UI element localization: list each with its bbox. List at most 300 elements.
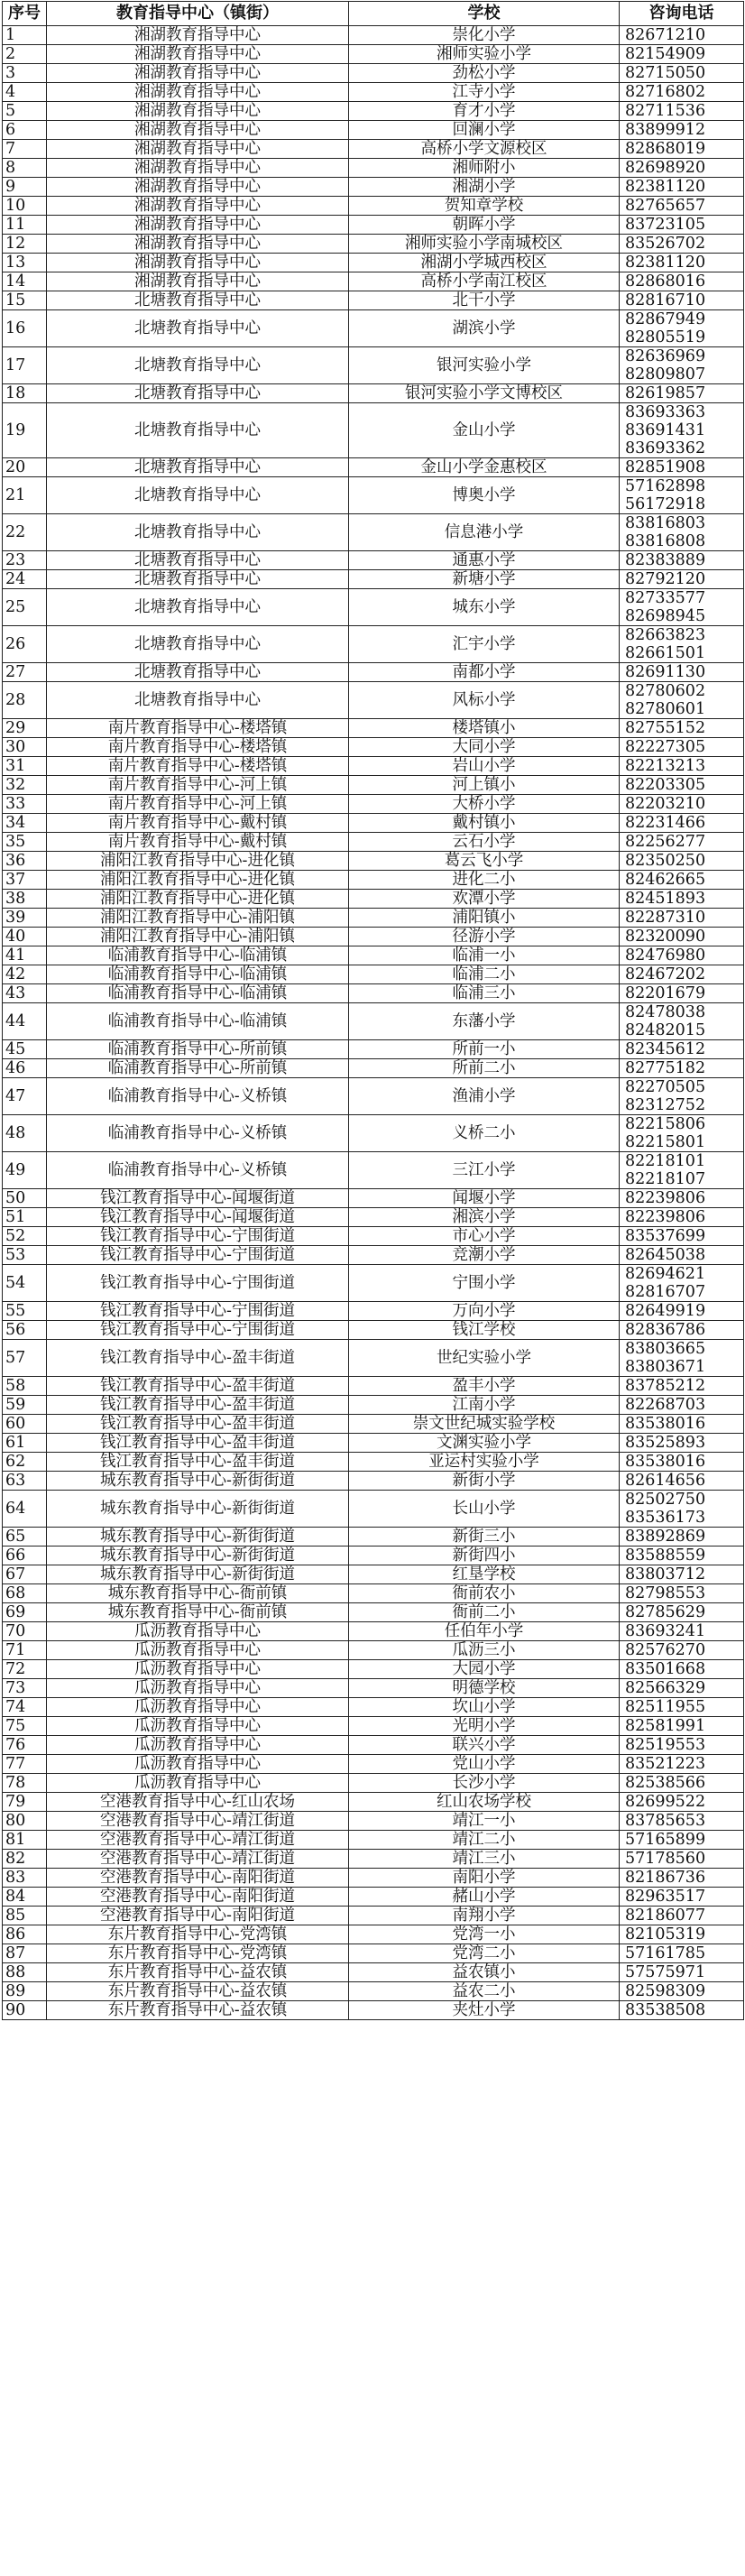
table-row [3, 1472, 744, 1491]
guidance-center: 城东教育指导中心-衙前镇 [47, 1603, 349, 1622]
school-name: 闻堰小学 [349, 1189, 620, 1208]
phone-number: 82511955 [625, 1698, 706, 1716]
header-no: 序号 [3, 2, 47, 26]
phone-number: 83803671 [625, 1358, 706, 1376]
school-name: 信息港小学 [349, 514, 620, 551]
phone-cell [620, 1340, 744, 1377]
phone-cell [620, 216, 744, 235]
phone-number: 82186736 [625, 1869, 706, 1887]
table-row [3, 1793, 744, 1812]
school-name: 党山小学 [349, 1755, 620, 1774]
guidance-center: 空港教育指导中心-南阳街道 [47, 1888, 349, 1907]
row-number: 60 [3, 1415, 47, 1434]
school-name: 党湾二小 [349, 1944, 620, 1963]
row-number: 30 [3, 738, 47, 757]
phone-number: 83693362 [625, 439, 706, 457]
phone-cell [620, 1040, 744, 1059]
row-number: 7 [3, 140, 47, 159]
table-row [3, 776, 744, 795]
table-row [3, 1453, 744, 1472]
table-row [3, 1565, 744, 1584]
phone-cell [620, 291, 744, 310]
guidance-center: 湘湖教育指导中心 [47, 197, 349, 216]
phone-number: 82451893 [625, 890, 706, 908]
table-row [3, 928, 744, 946]
row-number: 80 [3, 1812, 47, 1831]
phone-cell [620, 254, 744, 272]
row-number: 49 [3, 1152, 47, 1189]
phone-number: 82698945 [625, 607, 706, 625]
school-name: 益农镇小 [349, 1963, 620, 1982]
table-row [3, 1059, 744, 1078]
phone-cell [620, 1831, 744, 1850]
phone-cell [620, 1963, 744, 1982]
phone-number: 82482015 [625, 1021, 706, 1039]
school-name: 贺知章学校 [349, 197, 620, 216]
row-number: 15 [3, 291, 47, 310]
table-row [3, 1152, 744, 1189]
table-row [3, 1774, 744, 1793]
guidance-center: 临浦教育指导中心-临浦镇 [47, 1003, 349, 1040]
school-name: 所前一小 [349, 1040, 620, 1059]
guidance-center: 临浦教育指导中心-义桥镇 [47, 1078, 349, 1115]
guidance-center: 瓜沥教育指导中心 [47, 1774, 349, 1793]
guidance-center: 北塘教育指导中心 [47, 589, 349, 626]
phone-cell [620, 1528, 744, 1547]
phone-number: 82663823 [625, 626, 706, 644]
phone-number: 82105319 [625, 1925, 706, 1944]
phone-cell [620, 235, 744, 254]
guidance-center: 浦阳江教育指导中心-浦阳镇 [47, 928, 349, 946]
guidance-center: 空港教育指导中心-南阳街道 [47, 1907, 349, 1925]
phone-cell [620, 272, 744, 291]
table-row [3, 946, 744, 965]
school-name: 盈丰小学 [349, 1377, 620, 1396]
row-number: 24 [3, 570, 47, 589]
row-number: 77 [3, 1755, 47, 1774]
phone-number: 82467202 [625, 965, 706, 983]
row-number: 37 [3, 871, 47, 890]
phone-number: 82215806 [625, 1115, 706, 1133]
school-name: 湖滨小学 [349, 310, 620, 347]
guidance-center: 湘湖教育指导中心 [47, 64, 349, 83]
school-name: 红山农场学校 [349, 1793, 620, 1812]
school-name: 湘滨小学 [349, 1208, 620, 1227]
phone-number: 82239806 [625, 1189, 706, 1207]
phone-number: 82215801 [625, 1133, 706, 1151]
school-name: 江寺小学 [349, 83, 620, 102]
row-number: 61 [3, 1434, 47, 1453]
phone-number: 82716802 [625, 83, 706, 101]
phone-cell [620, 140, 744, 159]
row-number: 8 [3, 159, 47, 178]
school-name: 衙前农小 [349, 1584, 620, 1603]
guidance-center: 南片教育指导中心-河上镇 [47, 776, 349, 795]
phone-cell [620, 738, 744, 757]
phone-cell [620, 682, 744, 719]
table-row [3, 254, 744, 272]
row-number: 21 [3, 477, 47, 514]
guidance-center: 空港教育指导中心-红山农场 [47, 1793, 349, 1812]
table-row [3, 1622, 744, 1641]
row-number: 17 [3, 347, 47, 384]
phone-cell [620, 852, 744, 871]
school-name: 崇化小学 [349, 26, 620, 45]
phone-cell [620, 1925, 744, 1944]
phone-number: 83816803 [625, 514, 706, 532]
row-number: 41 [3, 946, 47, 965]
table-row [3, 1888, 744, 1907]
table-row [3, 1415, 744, 1434]
phone-number: 83693241 [625, 1622, 706, 1640]
phone-number: 82636969 [625, 347, 706, 365]
phone-number: 83723105 [625, 216, 706, 234]
school-name: 葛云飞小学 [349, 852, 620, 871]
phone-cell [620, 1755, 744, 1774]
guidance-center: 北塘教育指导中心 [47, 384, 349, 403]
guidance-center: 城东教育指导中心-新街街道 [47, 1528, 349, 1547]
school-name: 欢潭小学 [349, 890, 620, 909]
phone-number: 82203305 [625, 776, 706, 794]
table-row [3, 347, 744, 384]
row-number: 46 [3, 1059, 47, 1078]
phone-number: 82268703 [625, 1396, 706, 1414]
row-number: 34 [3, 814, 47, 833]
guidance-center: 临浦教育指导中心-所前镇 [47, 1040, 349, 1059]
phone-cell [620, 1227, 744, 1246]
row-number: 29 [3, 719, 47, 738]
guidance-center: 城东教育指导中心-衙前镇 [47, 1584, 349, 1603]
table-row [3, 1963, 744, 1982]
guidance-center: 南片教育指导中心-戴村镇 [47, 833, 349, 852]
row-number: 1 [3, 26, 47, 45]
guidance-center: 钱江教育指导中心-宁围街道 [47, 1265, 349, 1302]
table-row [3, 1227, 744, 1246]
phone-cell [620, 403, 744, 458]
school-name: 回澜小学 [349, 121, 620, 140]
table-row [3, 1078, 744, 1115]
phone-cell [620, 159, 744, 178]
phone-number: 83536173 [625, 1509, 706, 1527]
phone-cell [620, 719, 744, 738]
school-name: 南阳小学 [349, 1869, 620, 1888]
row-number: 56 [3, 1321, 47, 1340]
table-row [3, 140, 744, 159]
phone-number: 82816710 [625, 291, 706, 309]
school-name: 城东小学 [349, 589, 620, 626]
table-row [3, 1189, 744, 1208]
guidance-center: 湘湖教育指导中心 [47, 272, 349, 291]
phone-number: 82798553 [625, 1584, 706, 1602]
guidance-center: 钱江教育指导中心-盈丰街道 [47, 1434, 349, 1453]
row-number: 25 [3, 589, 47, 626]
row-number: 27 [3, 663, 47, 682]
phone-number: 82213213 [625, 757, 706, 775]
school-name: 瓜沥三小 [349, 1641, 620, 1660]
phone-number: 82256277 [625, 833, 706, 851]
row-number: 90 [3, 2001, 47, 2020]
guidance-center: 浦阳江教育指导中心-进化镇 [47, 890, 349, 909]
phone-cell [620, 1115, 744, 1152]
phone-number: 82476980 [625, 946, 706, 965]
table-row [3, 1547, 744, 1565]
phone-cell [620, 1302, 744, 1321]
guidance-center: 湘湖教育指导中心 [47, 83, 349, 102]
phone-cell [620, 1547, 744, 1565]
guidance-center: 东片教育指导中心-益农镇 [47, 2001, 349, 2020]
table-row [3, 1115, 744, 1152]
table-row [3, 458, 744, 477]
row-number: 79 [3, 1793, 47, 1812]
school-name: 明德学校 [349, 1679, 620, 1698]
phone-number: 82619857 [625, 384, 706, 402]
table-row [3, 1944, 744, 1963]
table-row [3, 178, 744, 197]
phone-cell [620, 310, 744, 347]
school-name: 汇宇小学 [349, 626, 620, 663]
school-name: 河上镇小 [349, 776, 620, 795]
guidance-center: 空港教育指导中心-靖江街道 [47, 1812, 349, 1831]
table-row [3, 1434, 744, 1453]
guidance-center: 湘湖教育指导中心 [47, 140, 349, 159]
phone-number: 82287310 [625, 909, 706, 927]
phone-cell [620, 795, 744, 814]
school-name: 大园小学 [349, 1660, 620, 1679]
school-name: 育才小学 [349, 102, 620, 121]
guidance-center: 临浦教育指导中心-义桥镇 [47, 1152, 349, 1189]
phone-number: 82836786 [625, 1321, 706, 1339]
school-name: 靖江三小 [349, 1850, 620, 1869]
phone-number: 83785212 [625, 1377, 706, 1395]
school-name: 长山小学 [349, 1491, 620, 1528]
phone-number: 82780602 [625, 682, 706, 700]
row-number: 66 [3, 1547, 47, 1565]
phone-cell [620, 589, 744, 626]
phone-number: 82201679 [625, 984, 706, 1002]
school-name: 临浦二小 [349, 965, 620, 984]
guidance-center: 瓜沥教育指导中心 [47, 1641, 349, 1660]
row-number: 23 [3, 551, 47, 570]
phone-cell [620, 347, 744, 384]
phone-number: 82478038 [625, 1003, 706, 1021]
phone-cell [620, 26, 744, 45]
phone-number: 82383889 [625, 551, 706, 569]
phone-number: 83816808 [625, 532, 706, 550]
phone-cell [620, 1793, 744, 1812]
guidance-center: 钱江教育指导中心-宁围街道 [47, 1227, 349, 1246]
phone-cell [620, 1377, 744, 1396]
school-name: 益农二小 [349, 1982, 620, 2001]
phone-cell [620, 1396, 744, 1415]
phone-cell [620, 1415, 744, 1434]
school-name: 东藩小学 [349, 1003, 620, 1040]
guidance-center: 浦阳江教育指导中心-浦阳镇 [47, 909, 349, 928]
phone-cell [620, 83, 744, 102]
table-row [3, 1340, 744, 1377]
guidance-center: 钱江教育指导中心-盈丰街道 [47, 1396, 349, 1415]
phone-number: 83526702 [625, 235, 706, 253]
table-row [3, 514, 744, 551]
phone-cell [620, 1265, 744, 1302]
school-name: 赭山小学 [349, 1888, 620, 1907]
school-name: 渔浦小学 [349, 1078, 620, 1115]
phone-cell [620, 45, 744, 64]
table-row [3, 1528, 744, 1547]
row-number: 86 [3, 1925, 47, 1944]
row-number: 84 [3, 1888, 47, 1907]
table-row [3, 1698, 744, 1717]
phone-number: 82698920 [625, 159, 706, 177]
phone-cell [620, 197, 744, 216]
row-number: 50 [3, 1189, 47, 1208]
guidance-center: 钱江教育指导中心-盈丰街道 [47, 1340, 349, 1377]
row-number: 74 [3, 1698, 47, 1717]
phone-number: 82645038 [625, 1246, 706, 1264]
school-name: 浦阳镇小 [349, 909, 620, 928]
phone-cell [620, 1208, 744, 1227]
school-name: 银河实验小学 [349, 347, 620, 384]
phone-number: 82538566 [625, 1774, 706, 1792]
guidance-center: 北塘教育指导中心 [47, 514, 349, 551]
school-name: 红垦学校 [349, 1565, 620, 1584]
phone-number: 82270505 [625, 1078, 706, 1096]
phone-cell [620, 757, 744, 776]
phone-cell [620, 1907, 744, 1925]
phone-cell [620, 102, 744, 121]
phone-number: 82502750 [625, 1491, 706, 1509]
phone-number: 83803712 [625, 1565, 706, 1583]
guidance-center: 北塘教育指导中心 [47, 477, 349, 514]
table-row [3, 26, 744, 45]
guidance-center: 北塘教育指导中心 [47, 347, 349, 384]
guidance-center: 瓜沥教育指导中心 [47, 1736, 349, 1755]
phone-number: 82186077 [625, 1907, 706, 1925]
row-number: 47 [3, 1078, 47, 1115]
guidance-center: 瓜沥教育指导中心 [47, 1755, 349, 1774]
row-number: 40 [3, 928, 47, 946]
school-name: 湘师附小 [349, 159, 620, 178]
row-number: 68 [3, 1584, 47, 1603]
phone-number: 82154909 [625, 45, 706, 63]
phone-number: 82581991 [625, 1717, 706, 1735]
school-name: 通惠小学 [349, 551, 620, 570]
row-number: 55 [3, 1302, 47, 1321]
table-row [3, 1584, 744, 1603]
phone-number: 82792120 [625, 570, 706, 588]
phone-number: 56172918 [625, 495, 706, 513]
school-name: 靖江二小 [349, 1831, 620, 1850]
row-number: 62 [3, 1453, 47, 1472]
table-row [3, 1850, 744, 1869]
guidance-center: 湘湖教育指导中心 [47, 121, 349, 140]
phone-number: 83538016 [625, 1415, 706, 1433]
school-name: 新塘小学 [349, 570, 620, 589]
row-number: 6 [3, 121, 47, 140]
school-name: 岩山小学 [349, 757, 620, 776]
table-row [3, 719, 744, 738]
row-number: 65 [3, 1528, 47, 1547]
phone-cell [620, 984, 744, 1003]
school-name: 任伯年小学 [349, 1622, 620, 1641]
phone-number: 83538508 [625, 2001, 706, 2019]
row-number: 51 [3, 1208, 47, 1227]
table-row [3, 272, 744, 291]
phone-cell [620, 776, 744, 795]
row-number: 28 [3, 682, 47, 719]
row-number: 43 [3, 984, 47, 1003]
school-name: 江南小学 [349, 1396, 620, 1415]
table-row [3, 83, 744, 102]
guidance-center: 临浦教育指导中心-所前镇 [47, 1059, 349, 1078]
school-name: 亚运村实验小学 [349, 1453, 620, 1472]
header-phone: 咨询电话 [620, 2, 744, 26]
phone-number: 83588559 [625, 1547, 706, 1565]
phone-cell [620, 965, 744, 984]
phone-cell [620, 928, 744, 946]
phone-cell [620, 890, 744, 909]
school-name: 北干小学 [349, 291, 620, 310]
phone-number: 82868019 [625, 140, 706, 158]
school-name: 市心小学 [349, 1227, 620, 1246]
guidance-center: 南片教育指导中心-楼塔镇 [47, 719, 349, 738]
row-number: 64 [3, 1491, 47, 1528]
school-name: 新街四小 [349, 1547, 620, 1565]
row-number: 89 [3, 1982, 47, 2001]
phone-number: 82381120 [625, 178, 706, 196]
school-name: 博奥小学 [349, 477, 620, 514]
table-row [3, 1679, 744, 1698]
school-name: 世纪实验小学 [349, 1340, 620, 1377]
guidance-center: 临浦教育指导中心-临浦镇 [47, 946, 349, 965]
guidance-center: 瓜沥教育指导中心 [47, 1717, 349, 1736]
school-name: 崇文世纪城实验学校 [349, 1415, 620, 1434]
guidance-center: 钱江教育指导中心-盈丰街道 [47, 1453, 349, 1472]
school-name: 朝晖小学 [349, 216, 620, 235]
guidance-center: 北塘教育指导中心 [47, 310, 349, 347]
phone-number: 82566329 [625, 1679, 706, 1697]
phone-cell [620, 458, 744, 477]
phone-number: 82239806 [625, 1208, 706, 1226]
school-name: 光明小学 [349, 1717, 620, 1736]
guidance-center: 湘湖教育指导中心 [47, 45, 349, 64]
guidance-center: 北塘教育指导中心 [47, 458, 349, 477]
table-row [3, 663, 744, 682]
school-name: 大桥小学 [349, 795, 620, 814]
guidance-center: 湘湖教育指导中心 [47, 254, 349, 272]
phone-cell [620, 1003, 744, 1040]
table-row [3, 197, 744, 216]
header-school: 学校 [349, 2, 620, 26]
phone-number: 83538016 [625, 1453, 706, 1471]
guidance-center: 钱江教育指导中心-闻堰街道 [47, 1189, 349, 1208]
phone-cell [620, 626, 744, 663]
phone-number: 57165899 [625, 1831, 706, 1849]
school-name: 万向小学 [349, 1302, 620, 1321]
table-row [3, 1660, 744, 1679]
phone-number: 82218107 [625, 1170, 706, 1188]
guidance-center: 钱江教育指导中心-宁围街道 [47, 1246, 349, 1265]
row-number: 71 [3, 1641, 47, 1660]
table-row [3, 64, 744, 83]
guidance-center: 城东教育指导中心-新街街道 [47, 1472, 349, 1491]
row-number: 54 [3, 1265, 47, 1302]
row-number: 13 [3, 254, 47, 272]
school-name: 进化二小 [349, 871, 620, 890]
row-number: 3 [3, 64, 47, 83]
table-row [3, 1641, 744, 1660]
phone-cell [620, 1869, 744, 1888]
table-row [3, 814, 744, 833]
